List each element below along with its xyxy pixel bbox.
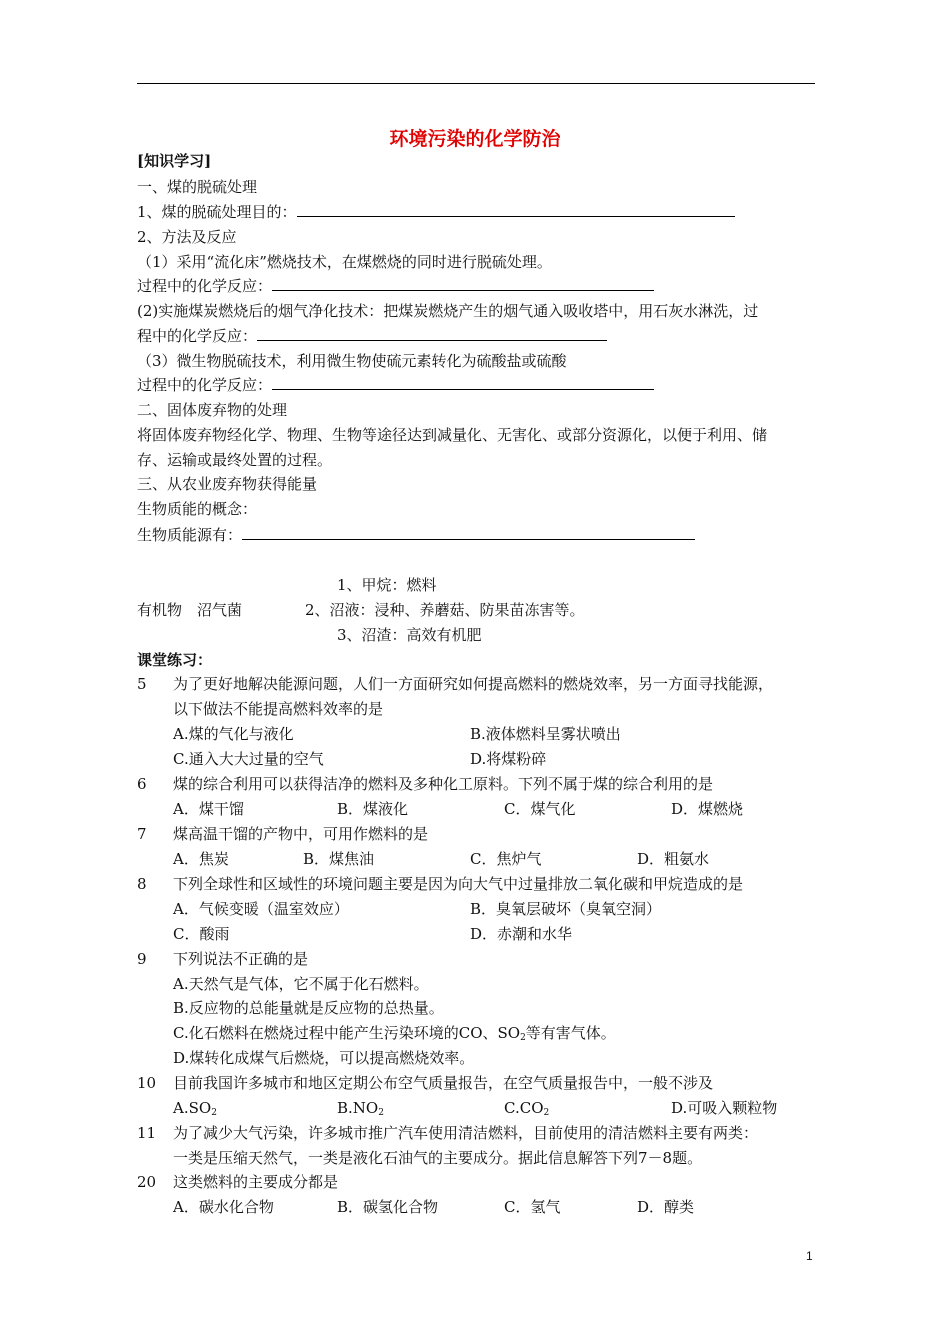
section2-text-2: 存、运输或最终处置的过程。 <box>137 451 333 469</box>
option-a[interactable]: A．煤干馏 <box>173 800 244 818</box>
reaction-label: 程中的化学反应： <box>137 327 258 345</box>
question-text: 为了减少大气污染，许多城市推广汽车使用清洁燃料，目前使用的清洁燃料主要有两类： <box>173 1124 759 1142</box>
option-d[interactable]: D.煤转化成煤气后燃烧，可以提高燃烧效率。 <box>173 1049 475 1067</box>
option-b[interactable]: B.液体燃料呈雾状喷出 <box>470 725 621 743</box>
subscript: 2 <box>378 1108 384 1118</box>
option-c[interactable]: C．酸雨 <box>173 925 230 943</box>
page-title: 环境污染的化学防治 <box>389 128 561 150</box>
question-number: 10 <box>137 1074 157 1092</box>
reaction-label: 过程中的化学反应： <box>137 277 273 295</box>
knowledge-header: [知识学习] <box>137 152 212 170</box>
option-b[interactable]: B．煤液化 <box>337 800 409 818</box>
option-c[interactable] <box>173 1023 616 1048</box>
biomass-concept: 生物质能的概念： <box>137 500 258 518</box>
biomass-sources <box>137 525 695 545</box>
question-text: 目前我国许多城市和地区定期公布空气质量报告，在空气质量报告中，一般不涉及 <box>173 1074 714 1092</box>
subscript: 2 <box>543 1108 550 1118</box>
page-number: 1 <box>806 1249 813 1263</box>
biogas-item-2: 2、沼液：浸种、养蘑菇、防果苗冻害等。 <box>305 601 585 619</box>
option-c[interactable]: C．氢气 <box>504 1198 561 1216</box>
question-text: 这类燃料的主要成分都是 <box>173 1173 339 1191</box>
method3-reaction <box>137 375 654 395</box>
option-d[interactable]: D.可吸入颗粒物 <box>671 1099 778 1117</box>
question-number: 7 <box>137 825 147 843</box>
question-text: 下列说法不正确的是 <box>173 950 309 968</box>
option-d[interactable]: D．煤燃烧 <box>671 800 744 818</box>
answer-blank[interactable] <box>257 326 607 341</box>
header-rule <box>137 83 815 84</box>
option-c[interactable]: C．煤气化 <box>504 800 576 818</box>
answer-blank[interactable] <box>272 276 654 291</box>
question-number: 20 <box>137 1173 157 1191</box>
methods-heading: 2、方法及反应 <box>137 228 237 246</box>
method2-text: (2)实施煤炭燃烧后的烟气净化技术：把煤炭燃烧产生的烟气通入吸收塔中，用石灰水淋洗，过 <box>137 302 759 320</box>
subscript: 2 <box>211 1108 217 1118</box>
method2-reaction <box>137 326 607 346</box>
option-text: C.CO <box>504 1099 544 1117</box>
method1-text: （1）采用“流化床”燃烧技术，在煤燃烧的同时进行脱硫处理。 <box>137 253 552 271</box>
question-number: 9 <box>137 950 147 968</box>
question-text: 煤高温干馏的产物中，可用作燃料的是 <box>173 825 429 843</box>
method3-text: （3）微生物脱硫技术，利用微生物使硫元素转化为硫酸盐或硫酸 <box>137 352 567 370</box>
purpose-line <box>137 202 735 222</box>
question-text: 一类是压缩天然气，一类是液化石油气的主要成分。据此信息解答下列7－8题。 <box>173 1149 703 1167</box>
option-c[interactable] <box>504 1098 549 1123</box>
question-text: 下列全球性和区域性的环境问题主要是因为向大气中过量排放二氧化碳和甲烷造成的是 <box>173 875 744 893</box>
method1-reaction <box>137 276 654 296</box>
subscript: 2 <box>520 1033 526 1043</box>
option-a[interactable]: A．气候变暖（温室效应） <box>173 900 349 918</box>
sources-label: 生物质能源有： <box>137 526 243 544</box>
practice-header: 课堂练习： <box>137 651 213 669</box>
answer-blank[interactable] <box>297 202 735 217</box>
option-text: 等有害气体。 <box>525 1024 616 1042</box>
question-number: 6 <box>137 775 147 793</box>
question-text: 以下做法不能提高燃料效率的是 <box>173 700 384 718</box>
question-number: 5 <box>137 675 147 693</box>
option-b[interactable]: B．臭氧层破坏（臭氧空洞） <box>470 900 662 918</box>
option-c[interactable]: C.通入大大过量的空气 <box>173 750 324 768</box>
purpose-label: 1、煤的脱硫处理目的： <box>137 203 297 221</box>
option-d[interactable]: D．赤潮和水华 <box>470 925 573 943</box>
question-text: 为了更好地解决能源问题，人们一方面研究如何提高燃料的燃烧效率，另一方面寻找能源， <box>173 675 774 693</box>
section2-heading: 二、固体废弃物的处理 <box>137 401 288 419</box>
answer-blank[interactable] <box>242 525 695 540</box>
option-d[interactable]: D.将煤粉碎 <box>470 750 547 768</box>
reaction-label: 过程中的化学反应： <box>137 376 273 394</box>
option-b[interactable]: B.反应物的总能量就是反应物的总热量。 <box>173 999 444 1017</box>
question-number: 11 <box>137 1124 157 1142</box>
option-d[interactable]: D．粗氨水 <box>637 850 710 868</box>
biogas-left-label: 有机物 沼气菌 <box>137 601 243 619</box>
question-number: 8 <box>137 875 147 893</box>
option-text: A.SO <box>173 1099 212 1117</box>
biogas-item-1: 1、甲烷：燃料 <box>337 576 437 594</box>
section2-text-1: 将固体废弃物经化学、物理、生物等途径达到减量化、无害化、或部分资源化，以便于利用、储 <box>137 426 768 444</box>
biogas-item-3: 3、沼渣：高效有机肥 <box>337 626 482 644</box>
option-b[interactable] <box>337 1098 384 1123</box>
option-a[interactable]: A.煤的气化与液化 <box>173 725 294 743</box>
section3-heading: 三、从农业废弃物获得能量 <box>137 475 318 493</box>
option-c[interactable]: C．焦炉气 <box>470 850 542 868</box>
option-a[interactable]: A.天然气是气体，它不属于化石燃料。 <box>173 975 429 993</box>
section1-heading: 一、煤的脱硫处理 <box>137 178 258 196</box>
option-b[interactable]: B．碳氢化合物 <box>337 1198 439 1216</box>
option-text: C.化石燃料在燃烧过程中能产生污染环境的CO、SO <box>173 1024 521 1042</box>
option-a[interactable] <box>173 1098 217 1123</box>
question-text: 煤的综合利用可以获得洁净的燃料及多种化工原料。下列不属于煤的综合利用的是 <box>173 775 714 793</box>
option-d[interactable]: D．醇类 <box>637 1198 695 1216</box>
option-a[interactable]: A．焦炭 <box>173 850 229 868</box>
option-text: B.NO <box>337 1099 379 1117</box>
option-b[interactable]: B．煤焦油 <box>303 850 375 868</box>
option-a[interactable]: A．碳水化合物 <box>173 1198 274 1216</box>
answer-blank[interactable] <box>272 375 654 390</box>
